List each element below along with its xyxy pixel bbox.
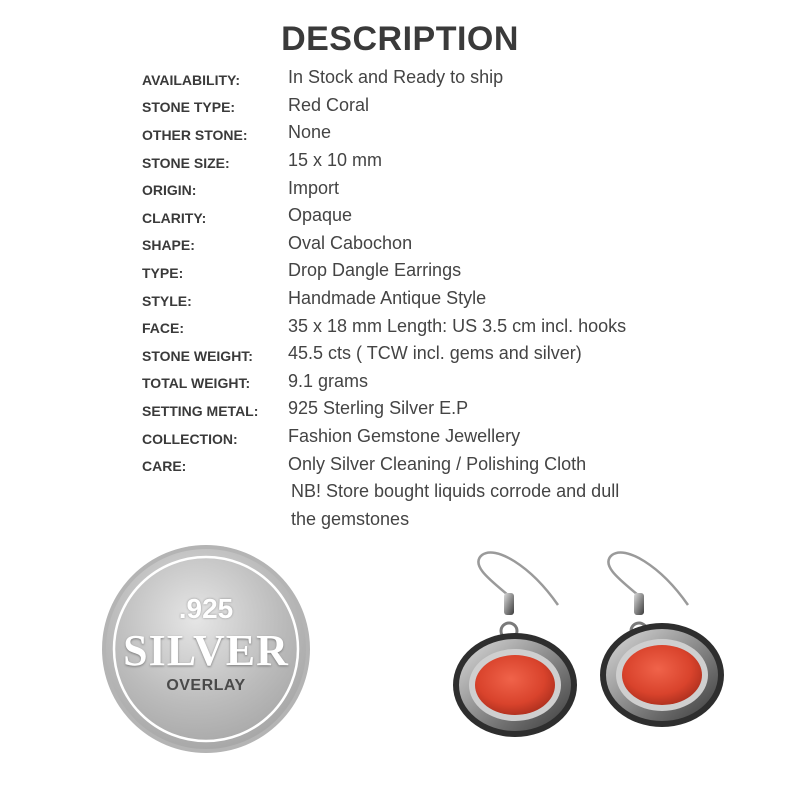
spec-row xyxy=(142,395,762,423)
spec-row xyxy=(142,202,762,230)
spec-row xyxy=(142,423,762,451)
spec-value: 15 x 10 mm xyxy=(288,150,383,171)
spec-value: Fashion Gemstone Jewellery xyxy=(288,426,521,447)
spec-label: COLLECTION: xyxy=(142,430,238,447)
spec-value: Only Silver Cleaning / Polishing Cloth xyxy=(288,453,587,474)
spec-value: Opaque xyxy=(288,205,353,226)
spec-label: STYLE: xyxy=(142,292,192,309)
spec-label: ORIGIN: xyxy=(142,182,197,199)
spec-label: AVAILABILITY: xyxy=(142,71,240,88)
earrings-photo xyxy=(450,545,740,745)
spec-label: FACE: xyxy=(142,320,184,337)
badge-metal: SILVER xyxy=(123,626,289,675)
badge-finish: OVERLAY xyxy=(166,677,246,694)
spec-row xyxy=(142,119,762,147)
spec-row xyxy=(142,230,762,258)
spec-label: CLARITY: xyxy=(142,209,207,226)
spec-value: None xyxy=(288,122,332,143)
spec-value: 925 Sterling Silver E.P xyxy=(288,398,469,419)
spec-value: 45.5 cts ( TCW incl. gems and silver) xyxy=(288,343,582,364)
spec-row xyxy=(142,340,762,368)
spec-label: OTHER STONE: xyxy=(142,126,248,143)
spec-value: 35 x 18 mm Length: US 3.5 cm incl. hooks xyxy=(288,315,627,336)
spec-value: Red Coral xyxy=(288,94,370,115)
care-note-line: the gemstones xyxy=(291,508,410,529)
silver-overlay-badge xyxy=(100,543,312,755)
spec-value: In Stock and Ready to ship xyxy=(288,67,504,88)
spec-table xyxy=(142,64,762,533)
spec-label: SHAPE: xyxy=(142,237,195,254)
spec-row xyxy=(142,174,762,202)
spec-value: Handmade Antique Style xyxy=(288,288,487,309)
spec-row xyxy=(142,147,762,175)
spec-value: Import xyxy=(288,177,340,198)
spec-label: TOTAL WEIGHT: xyxy=(142,375,251,392)
badge-number: .925 xyxy=(178,593,234,624)
page-title: DESCRIPTION xyxy=(281,20,519,58)
spec-row xyxy=(142,92,762,120)
spec-row xyxy=(142,450,762,478)
spec-value: 9.1 grams xyxy=(288,370,369,391)
spec-label: CARE: xyxy=(142,458,187,475)
spec-label: STONE TYPE: xyxy=(142,99,236,116)
spec-value: Drop Dangle Earrings xyxy=(288,260,462,281)
spec-label: SETTING METAL: xyxy=(142,402,259,419)
spec-row xyxy=(142,257,762,285)
spec-row xyxy=(142,285,762,313)
spec-row xyxy=(142,64,762,92)
spec-label: TYPE: xyxy=(142,264,184,281)
spec-value: Oval Cabochon xyxy=(288,232,413,253)
care-note-line: NB! Store bought liquids corrode and dull xyxy=(291,480,620,501)
spec-label: STONE WEIGHT: xyxy=(142,347,253,364)
spec-label: STONE SIZE: xyxy=(142,154,230,171)
spec-row xyxy=(142,312,762,340)
coral-earrings-icon xyxy=(450,545,740,745)
spec-row xyxy=(142,368,762,396)
